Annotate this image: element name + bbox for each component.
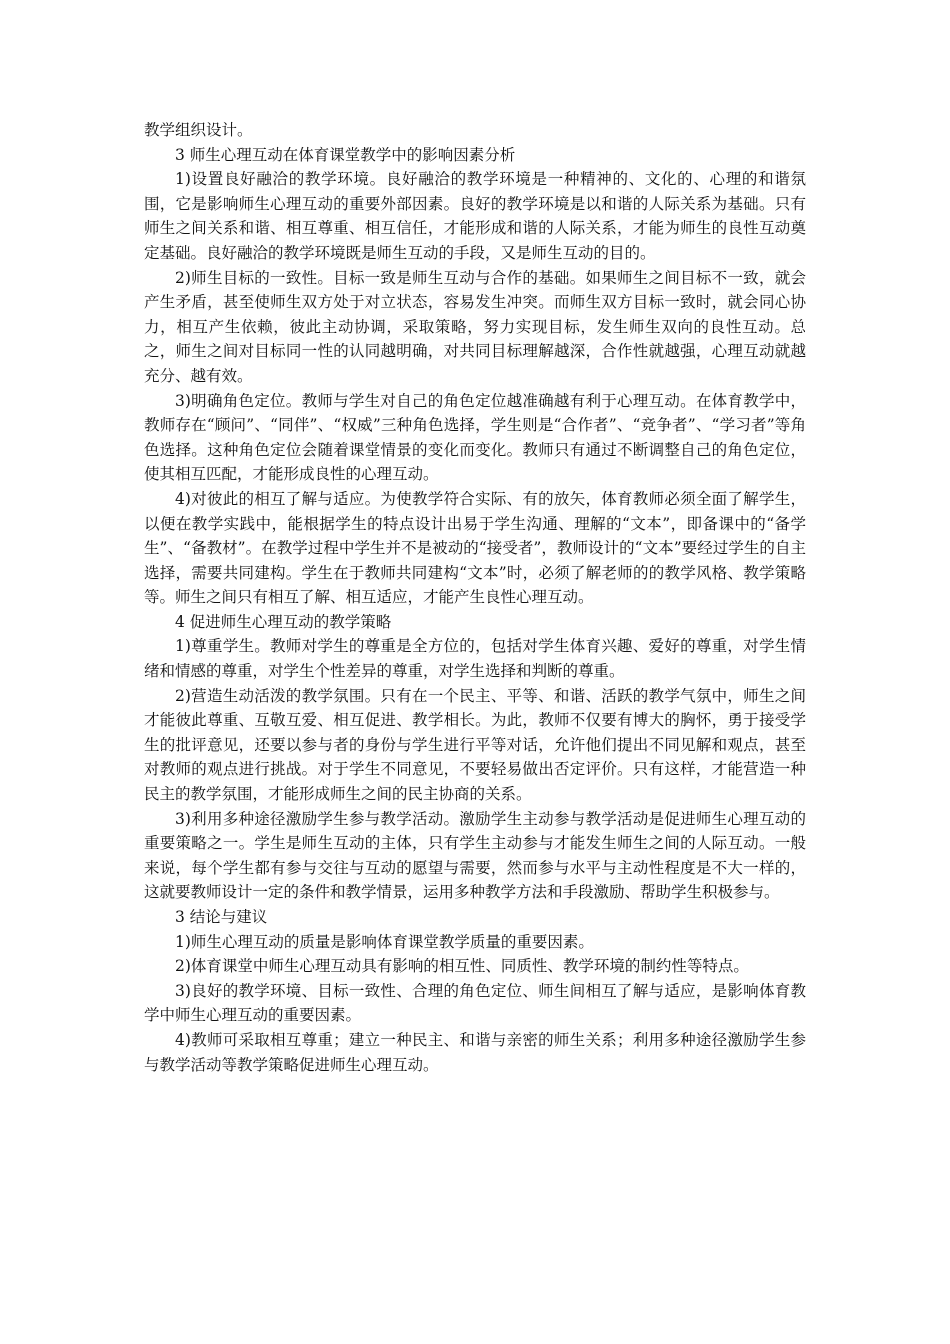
paragraph: 3)利用多种途径激励学生参与教学活动。激励学生主动参与教学活动是促进师生心理互动的重要策略之一。学生是师生互动的主体，只有学生主动参与才能发生师生之间的人际互动。一般来说，每个学生都有参与交往与互动的愿望与需要，然而参与水平与主动性程度是不大一样的，这就要教师设计一定的条件和教学情景，运用多种教学方法和手段激励、帮助学生积极参与。 — [144, 809, 806, 902]
conclusion-item: 1)师生心理互动的质量是影响体育课堂教学质量的重要因素。 — [175, 932, 594, 951]
paragraph: 2)营造生动活泼的教学氛围。只有在一个民主、平等、和谐、活跃的教学气氛中，师生之间才能彼此尊重、互敬互爱、相互促进、教学相长。为此，教师不仅要有博大的胸怀，勇于接受学生的批评意见，还要以参与者的身份与学生进行平等对话，允许他们提出不同见解和观点，甚至对教师的观点进行挑战。对于学生不同意见，不要轻易做出否定评价。只有这样，才能营造一种民主的教学氛围，才能形成师生之间的民主协商的关系。 — [144, 686, 806, 804]
paragraph: 2)师生目标的一致性。目标一致是师生互动与合作的基础。如果师生之间目标不一致，就会产生矛盾，甚至使师生双方处于对立状态，容易发生冲突。而师生双方目标一致时，就会同心协力，相互产生依赖，彼此主动协调，采取策略，努力实现目标，发生师生双向的良性互动。总之，师生之间对目标同一性的认同越明确，对共同目标理解越深，合作性就越强，心理互动就越充分、越有效。 — [144, 268, 806, 385]
section-heading-conclusion: 3 结论与建议 — [175, 908, 268, 926]
conclusion-item: 3)良好的教学环境、目标一致性、合理的角色定位、师生间相互了解与适应，是影响体育教学中师生心理互动的重要因素。 — [144, 981, 806, 1025]
section-heading-4: 4 促进师生心理互动的教学策略 — [175, 612, 392, 631]
document-body — [144, 118, 806, 1077]
paragraph: 3)明确角色定位。教师与学生对自己的角色定位越准确越有利于心理互动。在体育教学中，教师存在“顾问”、“同伴”、“权威”三种角色选择，学生则是“合作者”、“竞争者”、“学习者”等角色选择。这种角色定位会随着课堂情景的变化而变化。教师只有通过不断调整自己的角色定位，使其相互匹配，才能形成良性的心理互动。 — [144, 391, 806, 484]
paragraph: 1)尊重学生。教师对学生的尊重是全方位的，包括对学生体育兴趣、爱好的尊重，对学生情绪和情感的尊重，对学生个性差异的尊重，对学生选择和判断的尊重。 — [144, 637, 806, 681]
paragraph: 4)对彼此的相互了解与适应。为使教学符合实际、有的放矢，体育教师必须全面了解学生，以便在教学实践中，能根据学生的特点设计出易于学生沟通、理解的“文本”，即备课中的“备学生”、“备教材”。在教学过程中学生并不是被动的“接受者”，教师设计的“文本”要经过学生的自主选择，需要共同建构。学生在于教师共同建构“文本”时，必须了解老师的的教学风格、教学策略等。师生之间只有相互了解、相互适应，才能产生良性心理互动。 — [144, 489, 806, 607]
conclusion-item: 4)教师可采取相互尊重；建立一种民主、和谐与亲密的师生关系；利用多种途径激励学生参与教学活动等教学策略促进师生心理互动。 — [144, 1030, 806, 1074]
paragraph: 1)设置良好融洽的教学环境。良好融洽的教学环境是一种精神的、文化的、心理的和谐氛围，它是影响师生心理互动的重要外部因素。良好的教学环境是以和谐的人际关系为基础。只有师生之间关系和谐、相互尊重、相互信任，才能形成和谐的人际关系，才能为师生的良性互动奠定基础。良好融洽的教学环境既是师生互动的手段，又是师生互动的目的。 — [144, 170, 806, 262]
section-heading-3: 3 师生心理互动在体育课堂教学中的影响因素分析 — [175, 145, 516, 164]
paragraph-continuation: 教学组织设计。 — [144, 121, 253, 139]
conclusion-item: 2)体育课堂中师生心理互动具有影响的相互性、同质性、教学环境的制约性等特点。 — [175, 957, 749, 976]
